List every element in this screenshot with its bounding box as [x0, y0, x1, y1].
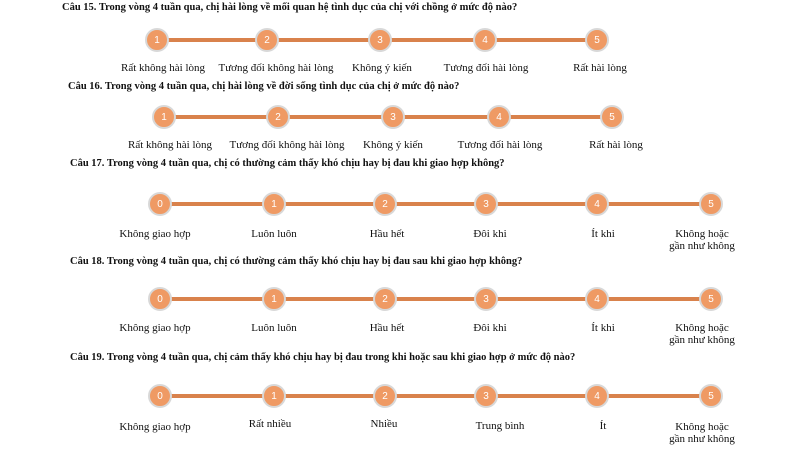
question-16-option-2[interactable]: 2: [266, 105, 290, 129]
question-15-option-3[interactable]: 3: [368, 28, 392, 52]
question-17-option-0[interactable]: 0: [148, 192, 172, 216]
question-17-option-3[interactable]: 3: [474, 192, 498, 216]
question-18-label-4: Ít khi: [591, 322, 615, 334]
question-17-title: Câu 17. Trong vòng 4 tuần qua, chị có thường cảm thấy khó chịu hay bị đau khi giao hợp không?: [70, 158, 505, 169]
question-19-label-4: Ít: [599, 420, 607, 432]
question-16-option-5[interactable]: 5: [600, 105, 624, 129]
question-16-title: Câu 16. Trong vòng 4 tuần qua, chị hài lòng về đời sống tình dục của chị ở mức độ nào?: [68, 81, 460, 92]
question-19-label-5: Không hoặc gần như không: [669, 421, 735, 445]
question-19-label-2: Nhiều: [370, 418, 398, 430]
question-18-option-2[interactable]: 2: [373, 287, 397, 311]
question-17-label-1: Luôn luôn: [251, 228, 297, 240]
question-16-option-1[interactable]: 1: [152, 105, 176, 129]
question-17-label-3: Đôi khi: [473, 228, 507, 240]
question-15-label-5: Rất hài lòng: [573, 62, 627, 74]
question-18-scale-track: [160, 297, 711, 301]
question-15-label-4: Tương đối hài lòng: [443, 62, 529, 74]
question-18-label-1: Luôn luôn: [251, 322, 297, 334]
question-15-title: Câu 15. Trong vòng 4 tuần qua, chị hài lòng về mối quan hệ tình dục của chị với chồng ở mức độ nào?: [62, 2, 518, 13]
question-19-option-5[interactable]: 5: [699, 384, 723, 408]
question-19-label-0: Không giao hợp: [119, 421, 191, 433]
question-19-label-3: Trung bình: [475, 420, 525, 432]
question-18-option-0[interactable]: 0: [148, 287, 172, 311]
question-16-option-4[interactable]: 4: [487, 105, 511, 129]
question-17-option-4[interactable]: 4: [585, 192, 609, 216]
question-19-label-1: Rất nhiều: [248, 418, 292, 430]
question-19-option-0[interactable]: 0: [148, 384, 172, 408]
question-19-option-4[interactable]: 4: [585, 384, 609, 408]
question-18-option-4[interactable]: 4: [585, 287, 609, 311]
question-16-label-4: Tương đối hài lòng: [457, 139, 543, 151]
question-18-label-5: Không hoặc gần như không: [669, 322, 735, 346]
question-15-label-2: Tương đối không hài lòng: [218, 62, 334, 74]
question-15-label-3: Không ý kiến: [352, 62, 412, 74]
question-17-option-2[interactable]: 2: [373, 192, 397, 216]
question-17-scale-track: [160, 202, 711, 206]
question-17-label-2: Hầu hết: [369, 228, 405, 240]
question-17-label-0: Không giao hợp: [119, 228, 191, 240]
question-16-option-3[interactable]: 3: [381, 105, 405, 129]
question-18-label-3: Đôi khi: [473, 322, 507, 334]
question-17-label-4: Ít khi: [591, 228, 615, 240]
question-18-option-5[interactable]: 5: [699, 287, 723, 311]
question-18-label-2: Hầu hết: [369, 322, 405, 334]
question-15-option-1[interactable]: 1: [145, 28, 169, 52]
question-17-option-1[interactable]: 1: [262, 192, 286, 216]
question-16-label-5: Rất hài lòng: [589, 139, 643, 151]
question-15-option-4[interactable]: 4: [473, 28, 497, 52]
question-17-label-5: Không hoặc gần như không: [669, 228, 735, 252]
question-15-option-2[interactable]: 2: [255, 28, 279, 52]
question-19-title: Câu 19. Trong vòng 4 tuần qua, chị cảm thấy khó chịu hay bị đau trong khi hoặc sau khi giao hợp ở mức độ nào?: [70, 352, 576, 363]
question-16-label-3: Không ý kiến: [363, 139, 423, 151]
question-19-option-3[interactable]: 3: [474, 384, 498, 408]
question-18-label-0: Không giao hợp: [119, 322, 191, 334]
question-19-option-1[interactable]: 1: [262, 384, 286, 408]
question-18-option-1[interactable]: 1: [262, 287, 286, 311]
question-16-label-1: Rất không hài lòng: [127, 139, 213, 151]
question-19-scale-track: [160, 394, 711, 398]
question-19-option-2[interactable]: 2: [373, 384, 397, 408]
question-15-option-5[interactable]: 5: [585, 28, 609, 52]
question-17-option-5[interactable]: 5: [699, 192, 723, 216]
question-18-title: Câu 18. Trong vòng 4 tuần qua, chị có thường cảm thấy khó chịu hay bị đau sau khi giao hợp không?: [70, 256, 523, 267]
question-18-option-3[interactable]: 3: [474, 287, 498, 311]
question-16-label-2: Tương đối không hài lòng: [229, 139, 345, 151]
question-15-label-1: Rất không hài lòng: [120, 62, 206, 74]
